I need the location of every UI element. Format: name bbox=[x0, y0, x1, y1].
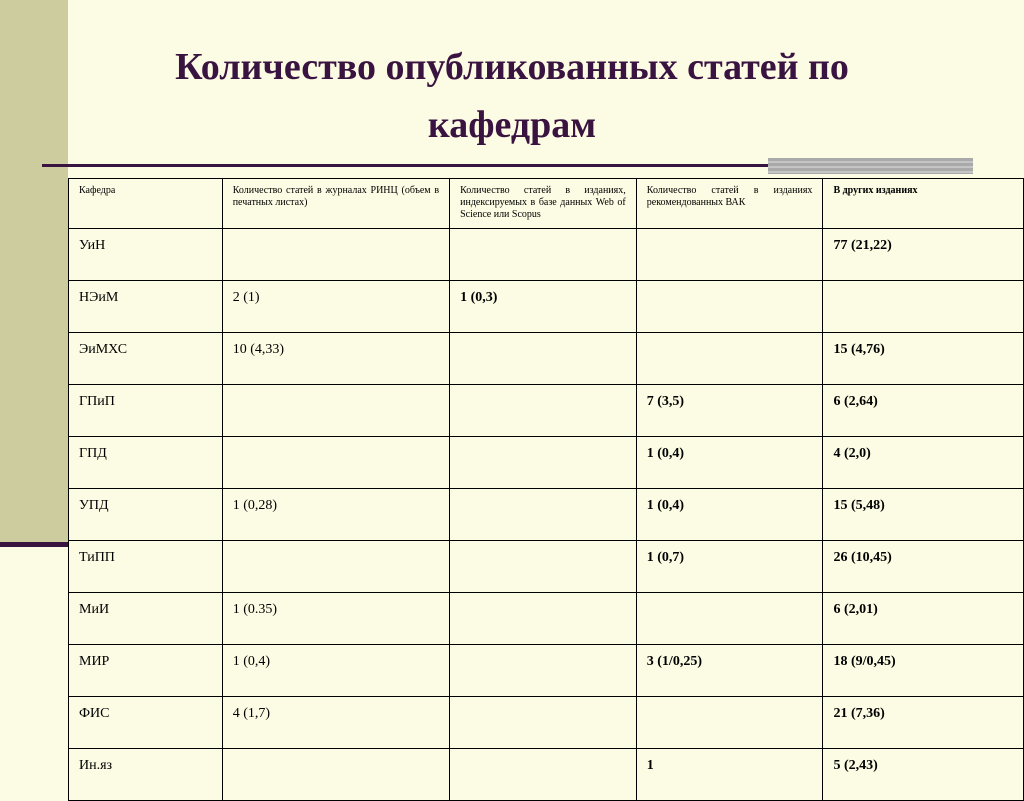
table-header-row bbox=[69, 179, 1024, 229]
cell-vak: 3 (1/0,25) bbox=[636, 645, 823, 697]
table-row bbox=[69, 489, 1024, 541]
cell-other: 26 (10,45) bbox=[823, 541, 1024, 593]
cell-vak: 1 (0,7) bbox=[636, 541, 823, 593]
cell-rinc bbox=[222, 229, 449, 281]
header-wos-scopus: Количество статей в изданиях, индексируемых в базе данных Web of Science или Scopus bbox=[450, 179, 637, 229]
header-department: Кафедра bbox=[69, 179, 223, 229]
table-row bbox=[69, 281, 1024, 333]
table-row bbox=[69, 697, 1024, 749]
table-row bbox=[69, 593, 1024, 645]
cell-rinc: 2 (1) bbox=[222, 281, 449, 333]
cell-department: МиИ bbox=[69, 593, 223, 645]
cell-wos-scopus bbox=[450, 385, 637, 437]
cell-other: 77 (21,22) bbox=[823, 229, 1024, 281]
cell-vak bbox=[636, 593, 823, 645]
cell-rinc bbox=[222, 541, 449, 593]
cell-other: 21 (7,36) bbox=[823, 697, 1024, 749]
header-other: В других изданиях bbox=[823, 179, 1024, 229]
cell-wos-scopus bbox=[450, 645, 637, 697]
header-vak: Количество статей в изданиях рекомендованных ВАК bbox=[636, 179, 823, 229]
cell-vak: 7 (3,5) bbox=[636, 385, 823, 437]
cell-vak bbox=[636, 697, 823, 749]
cell-other: 6 (2,01) bbox=[823, 593, 1024, 645]
cell-rinc: 10 (4,33) bbox=[222, 333, 449, 385]
table-row bbox=[69, 749, 1024, 801]
cell-wos-scopus bbox=[450, 749, 637, 801]
cell-other bbox=[823, 281, 1024, 333]
title-divider bbox=[42, 164, 802, 167]
cell-department: УПД bbox=[69, 489, 223, 541]
cell-wos-scopus bbox=[450, 489, 637, 541]
cell-rinc bbox=[222, 749, 449, 801]
slide-title-line-2: кафедрам bbox=[427, 104, 597, 146]
cell-rinc: 4 (1,7) bbox=[222, 697, 449, 749]
cell-department: ГПД bbox=[69, 437, 223, 489]
cell-vak: 1 (0,4) bbox=[636, 437, 823, 489]
cell-wos-scopus bbox=[450, 541, 637, 593]
cell-wos-scopus bbox=[450, 437, 637, 489]
table-row bbox=[69, 385, 1024, 437]
left-accent-line bbox=[0, 542, 68, 547]
cell-department: ЭиМХС bbox=[69, 333, 223, 385]
cell-rinc bbox=[222, 437, 449, 489]
cell-other: 15 (4,76) bbox=[823, 333, 1024, 385]
cell-wos-scopus bbox=[450, 333, 637, 385]
cell-other: 6 (2,64) bbox=[823, 385, 1024, 437]
table-row bbox=[69, 541, 1024, 593]
cell-other: 4 (2,0) bbox=[823, 437, 1024, 489]
cell-rinc: 1 (0.35) bbox=[222, 593, 449, 645]
table-row bbox=[69, 333, 1024, 385]
cell-rinc: 1 (0,4) bbox=[222, 645, 449, 697]
cell-vak: 1 (0,4) bbox=[636, 489, 823, 541]
table-row bbox=[69, 645, 1024, 697]
cell-vak: 1 bbox=[636, 749, 823, 801]
cell-rinc bbox=[222, 385, 449, 437]
cell-wos-scopus bbox=[450, 229, 637, 281]
cell-other: 5 (2,43) bbox=[823, 749, 1024, 801]
cell-other: 15 (5,48) bbox=[823, 489, 1024, 541]
cell-rinc: 1 (0,28) bbox=[222, 489, 449, 541]
cell-department: УиН bbox=[69, 229, 223, 281]
publications-table bbox=[68, 178, 1024, 801]
cell-vak bbox=[636, 229, 823, 281]
cell-other: 18 (9/0,45) bbox=[823, 645, 1024, 697]
cell-wos-scopus: 1 (0,3) bbox=[450, 281, 637, 333]
cell-wos-scopus bbox=[450, 697, 637, 749]
cell-department: ТиПП bbox=[69, 541, 223, 593]
cell-department: НЭиМ bbox=[69, 281, 223, 333]
decorative-gray-box bbox=[768, 158, 973, 174]
cell-department: ГПиП bbox=[69, 385, 223, 437]
table-row bbox=[69, 229, 1024, 281]
table-row bbox=[69, 437, 1024, 489]
cell-department: Ин.яз bbox=[69, 749, 223, 801]
cell-department: МИР bbox=[69, 645, 223, 697]
slide-title bbox=[68, 38, 956, 154]
slide-title-line-1: Количество опубликованных статей по bbox=[175, 46, 849, 88]
cell-vak bbox=[636, 281, 823, 333]
left-accent-bar bbox=[0, 0, 68, 543]
cell-wos-scopus bbox=[450, 593, 637, 645]
cell-vak bbox=[636, 333, 823, 385]
cell-department: ФИС bbox=[69, 697, 223, 749]
header-rinc: Количество статей в журналах РИНЦ (объем в печатных листах) bbox=[222, 179, 449, 229]
